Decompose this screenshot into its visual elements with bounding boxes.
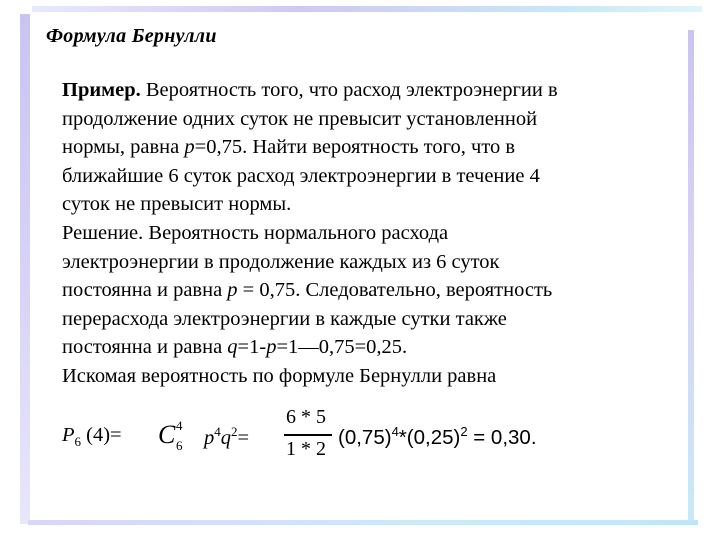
body-line-1 [62,76,662,105]
formula-P: P [62,424,75,446]
variable-p: p [184,136,195,159]
formula-factor-1-exponent: 4 [391,424,399,439]
body-text: суток не превысит нормы. [62,193,292,216]
formula-result [338,424,537,450]
body-text: = 0,75. Следовательно, вероятность [237,279,553,302]
body-line-5 [62,190,662,219]
body-text: Вероятность того, что расход электроэнергии в [140,79,558,101]
decorative-bottom-bar [28,520,698,525]
formula-combination-C: C [158,420,176,449]
decorative-right-bar [688,30,694,520]
body-text: постоянна и равна [62,336,228,359]
body-text: =1—0,75=0,25. [276,336,408,359]
formula-equals: = [237,427,250,449]
formula-answer: = 0,30. [467,426,537,449]
formula-factor-2: *(0,25) [398,426,461,449]
body-text: ближайшие 6 суток расход электроэнергии в течение 4 [62,164,540,187]
variable-p: p [266,336,277,359]
formula-p-exponent: 4 [214,424,221,439]
fraction-bar [284,434,332,436]
bernoulli-formula [62,404,622,464]
formula-p: p [204,427,215,449]
body-line-8 [62,276,662,305]
body-text: постоянна и равна [62,279,228,302]
decorative-left-bar [20,14,30,524]
body-line-3 [62,133,662,162]
formula-C-superscript: 4 [176,418,183,433]
body-text: =1- [237,336,267,359]
body-line-7 [62,248,662,277]
formula-factor-1: (0,75) [338,426,392,449]
body-line-9 [62,305,662,334]
example-label: Пример. [62,79,141,101]
variable-p: p [227,279,238,302]
body-text: перерасхода электроэнергии в каждые сутки также [62,307,507,330]
formula-fraction [282,404,336,462]
body-text: продолжение одних суток не превысит установленной [62,107,538,130]
body-text: электроэнергии в продолжение каждых из 6 суток [62,250,500,273]
variable-q: q [227,336,238,359]
decorative-top-bar [32,6,702,12]
body-line-4 [62,162,662,191]
fraction-denominator: 1 * 2 [286,438,326,460]
body-line-10 [62,333,662,362]
body-line-2 [62,105,662,134]
slide-title: Формула Бернулли [46,25,217,47]
formula-pq-term [204,424,249,450]
body-text: Решение. Вероятность нормального расхода [62,221,449,244]
body-text: нормы, равна [62,136,185,159]
formula-probability [62,424,122,450]
slide-body [62,76,662,391]
formula-q: q [220,427,231,449]
fraction-numerator: 6 * 5 [286,406,326,428]
formula-P-argument: (4)= [81,424,122,446]
formula-P-subscript: 6 [74,434,82,449]
body-line-6 [62,219,662,248]
formula-C-subscript: 6 [176,438,183,453]
formula-factor-2-exponent: 2 [460,424,468,439]
body-line-11 [62,362,662,391]
formula-q-exponent: 2 [231,424,238,439]
body-text: Искомая вероятность по формуле Бернулли равна [62,364,497,387]
body-text: =0,75. Найти вероятность того, что в [194,136,516,159]
